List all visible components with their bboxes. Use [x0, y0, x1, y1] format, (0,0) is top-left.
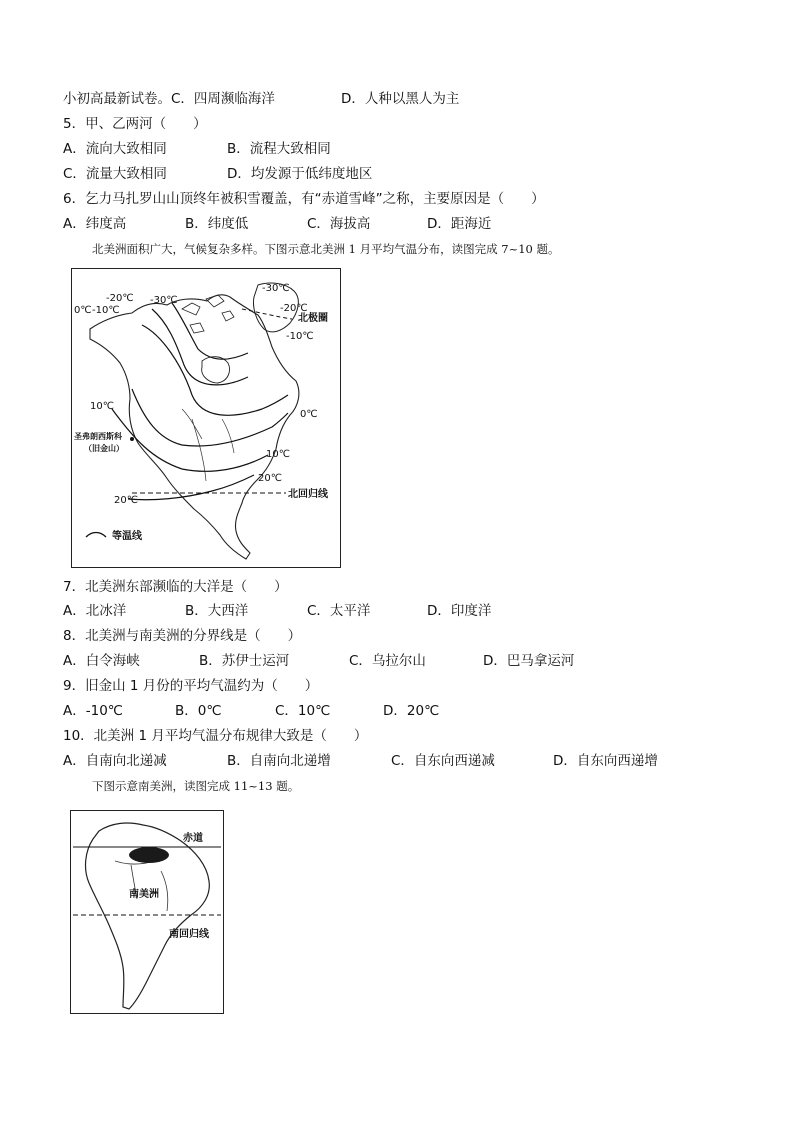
intro-north-america: 北美洲面积广大，气候复杂多样。下图示意北美洲 1 月平均气温分布，读图完成 7~10 题。: [92, 242, 560, 256]
hudson-bay-outline: [202, 357, 230, 383]
q6-option-b: B．纬度低: [185, 216, 249, 232]
label-0-west: 0℃: [74, 305, 92, 316]
label-minus10-east: -10℃: [286, 331, 314, 342]
label-20-west: 20℃: [114, 495, 138, 506]
north-america-map: [71, 268, 341, 568]
label-10-west: 10℃: [90, 401, 114, 412]
question-8-stem: 8．北美洲与南美洲的分界线是（ ）: [63, 628, 302, 644]
q6-option-c: C．海拔高: [307, 216, 371, 232]
q5-option-d: D．均发源于低纬度地区: [227, 166, 373, 182]
q9-option-a: A．-10℃: [63, 703, 123, 719]
q8-option-c: C．乌拉尔山: [349, 653, 426, 669]
q9-option-d: D．20℃: [383, 703, 440, 719]
label-tropic-of-capricorn: 南回归线: [169, 929, 209, 940]
isotherm-20: [128, 475, 254, 500]
q7-option-b: B．大西洋: [185, 603, 249, 619]
isotherm-10: [112, 409, 268, 471]
south-america-map-svg: [71, 811, 223, 1013]
isotherm-minus30: [172, 303, 248, 359]
label-old-gold-mountain: （旧金山）: [84, 444, 124, 453]
q10-option-a: A．自南向北递减: [63, 753, 167, 769]
q8-option-b: B．苏伊士运河: [199, 653, 290, 669]
label-20-east: 20℃: [258, 473, 282, 484]
label-arctic-circle: 北极圈: [298, 313, 328, 324]
option-d-prev: D．人种以黑人为主: [341, 91, 460, 107]
highlighted-region: [129, 847, 169, 863]
label-san-francisco: 圣弗朗西斯科: [74, 432, 122, 441]
question-9-stem: 9．旧金山 1 月份的平均气温约为（ ）: [63, 678, 319, 694]
label-10-east: 10℃: [266, 449, 290, 460]
q5-option-a: A．流向大致相同: [63, 141, 167, 157]
rivers: [115, 861, 168, 911]
label-minus20-east: -20℃: [280, 303, 308, 314]
q8-option-a: A．白令海峡: [63, 653, 140, 669]
label-minus30-east: -30℃: [262, 283, 290, 294]
arctic-islands: [182, 295, 234, 333]
label-equator: 赤道: [183, 833, 203, 844]
north-america-map-svg: [72, 269, 340, 567]
isotherm-minus10: [142, 325, 288, 415]
south-america-map: [70, 810, 224, 1014]
question-7-stem: 7．北美洲东部濒临的大洋是（ ）: [63, 579, 288, 595]
q7-option-d: D．印度洋: [427, 603, 492, 619]
label-minus20-west: -20℃: [106, 293, 134, 304]
san-francisco-point: [130, 437, 134, 441]
q5-option-b: B．流程大致相同: [227, 141, 331, 157]
q10-option-b: B．自南向北递增: [227, 753, 331, 769]
question-10-stem: 10．北美洲 1 月平均气温分布规律大致是（ ）: [63, 728, 368, 744]
q6-option-d: D．距海近: [427, 216, 492, 232]
label-0-east: 0℃: [300, 409, 318, 420]
q8-option-d: D．巴马拿运河: [483, 653, 575, 669]
label-tropic-of-cancer: 北回归线: [288, 489, 328, 500]
option-c-prev: 小初高最新试卷。C．四周濒临海洋: [63, 91, 275, 107]
legend-isotherm-symbol: [86, 533, 106, 538]
q7-option-a: A．北冰洋: [63, 603, 127, 619]
q5-option-c: C．流量大致相同: [63, 166, 167, 182]
q6-option-a: A．纬度高: [63, 216, 127, 232]
q9-option-b: B．0℃: [175, 703, 222, 719]
q7-option-c: C．太平洋: [307, 603, 371, 619]
q10-option-c: C．自东向西递减: [391, 753, 495, 769]
q10-option-d: D．自东向西递增: [553, 753, 658, 769]
isotherm-0: [132, 389, 288, 446]
q9-option-c: C．10℃: [275, 703, 331, 719]
question-6-stem: 6．乞力马扎罗山山顶终年被积雪覆盖，有“赤道雪峰”之称，主要原因是（ ）: [63, 191, 545, 207]
label-legend-isotherm: 等温线: [112, 531, 142, 542]
question-5-stem: 5．甲、乙两河（ ）: [63, 116, 207, 132]
intro-south-america: 下图示意南美洲，读图完成 11~13 题。: [92, 779, 300, 793]
label-minus10-west: -10℃: [92, 305, 120, 316]
label-minus30-west: -30℃: [150, 295, 178, 306]
label-south-america: 南美洲: [129, 889, 159, 900]
